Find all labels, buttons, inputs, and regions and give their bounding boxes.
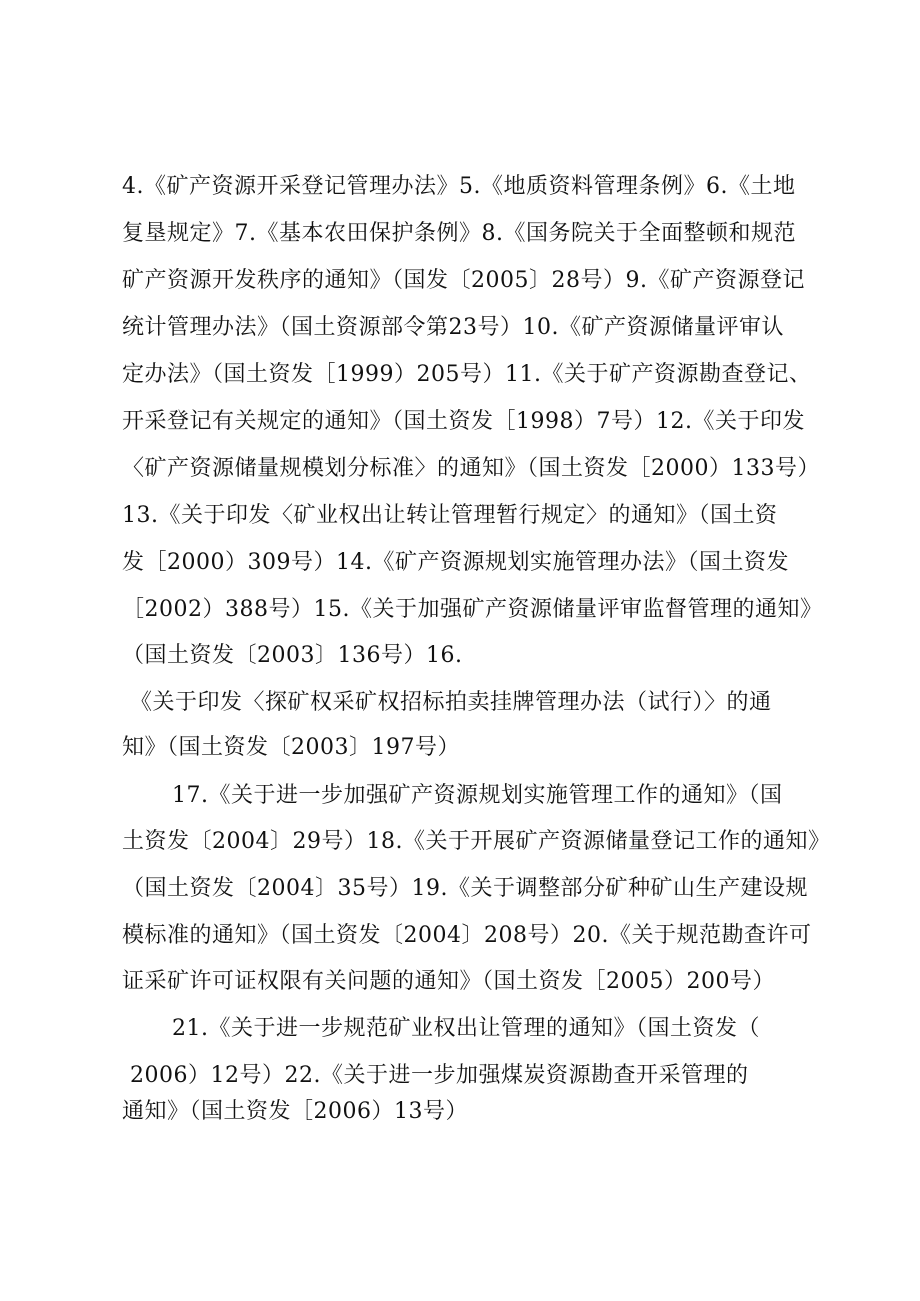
text-line-8: 13.《关于印发〈矿业权出让转让管理暂行规定〉的通知》（国土资 xyxy=(122,503,778,528)
text-line-16: （国土资发〔2004〕35号）19.《关于调整部分矿种矿山生产建设规 xyxy=(122,876,808,901)
text-line-21: 通知》（国土资发［2006）13号） xyxy=(122,1099,468,1124)
text-line-2: 复垦规定》7.《基本农田保护条例》8.《国务院关于全面整顿和规范 xyxy=(122,221,796,246)
text-line-3: 矿产资源开发秩序的通知》（国发〔2005〕28号）9.《矿产资源登记 xyxy=(122,268,805,293)
text-line-14: 17.《关于进一步加强矿产资源规划实施管理工作的通知》（国 xyxy=(172,783,783,808)
text-line-19: 21.《关于进一步规范矿业权出让管理的通知》（国土资发（ xyxy=(172,1016,760,1041)
text-line-11: （国土资发〔2003〕136号）16. xyxy=(122,643,463,668)
text-line-1: 4.《矿产资源开采登记管理办法》5.《地质资料管理条例》6.《土地 xyxy=(122,174,796,199)
text-line-12: 《关于印发〈探矿权采矿权招标拍卖挂牌管理办法（试行）〉的通 xyxy=(130,690,772,715)
text-line-7: 〈矿产资源储量规模划分标准〉的通知》（国土资发［2000）133号） xyxy=(122,456,820,481)
text-line-15: 土资发〔2004〕29号）18.《关于开展矿产资源储量登记工作的通知》 xyxy=(122,829,831,854)
text-line-9: 发［2000）309号）14.《矿产资源规划实施管理办法》（国土资发 xyxy=(122,550,789,575)
text-line-18: 证采矿许可证权限有关问题的通知》（国土资发［2005）200号） xyxy=(122,969,775,994)
text-line-5: 定办法》（国土资发［1999）205号）11.《关于矿产资源勘查登记、 xyxy=(122,362,812,387)
text-line-13: 知》（国土资发〔2003〕197号） xyxy=(122,735,460,760)
text-line-17: 模标准的通知》（国土资发〔2004〕208号）20.《关于规范勘查许可 xyxy=(122,923,812,948)
text-line-4: 统计管理办法》（国土资源部令第23号）10.《矿产资源储量评审认 xyxy=(122,315,784,340)
text-line-20: 2006）12号）22.《关于进一步加强煤炭资源勘查开采管理的 xyxy=(130,1063,749,1088)
text-line-6: 开采登记有关规定的通知》（国土资发［1998）7号）12.《关于印发 xyxy=(122,409,805,434)
text-line-10: ［2002）388号）15.《关于加强矿产资源储量评审监督管理的通知》 xyxy=(122,597,823,622)
